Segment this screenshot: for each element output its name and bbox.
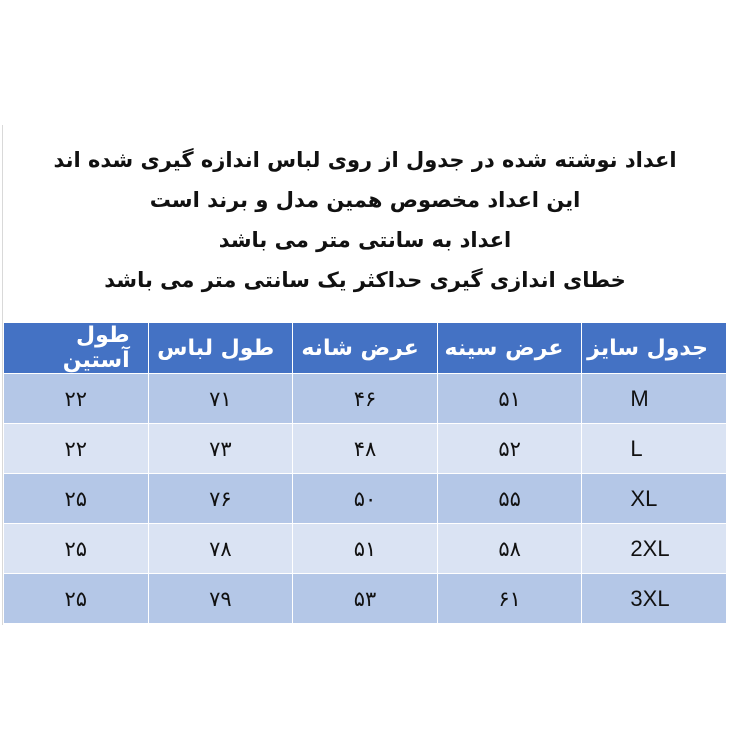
length-cell: ۷۱ (148, 374, 293, 424)
shoulder-cell: ۴۸ (293, 424, 438, 474)
size-chart-table (3, 322, 727, 624)
chest-cell: ۵۱ (437, 374, 582, 424)
shoulder-cell: ۵۱ (293, 524, 438, 574)
sleeve-cell: ۲۲ (4, 374, 149, 424)
size-cell: XL (582, 474, 727, 524)
note-line: این اعداد مخصوص همین مدل و برند است (149, 188, 581, 212)
sleeve-cell: ۲۵ (4, 574, 149, 624)
table-row (4, 524, 727, 574)
table-row (4, 374, 727, 424)
note-line: اعداد به سانتی متر می باشد (218, 228, 512, 252)
size-cell: 2XL (582, 524, 727, 574)
shoulder-cell: ۴۶ (293, 374, 438, 424)
shoulder-cell: ۵۰ (293, 474, 438, 524)
measurement-notes (0, 140, 730, 300)
header-size-chart: جدول سایز (582, 323, 727, 374)
table-row (4, 424, 727, 474)
shoulder-cell: ۵۳ (293, 574, 438, 624)
header-chest-width: عرض سینه (437, 323, 582, 374)
table-row (4, 574, 727, 624)
length-cell: ۷۶ (148, 474, 293, 524)
sleeve-cell: ۲۵ (4, 524, 149, 574)
size-cell: M (582, 374, 727, 424)
size-cell: 3XL (582, 574, 727, 624)
chest-cell: ۶۱ (437, 574, 582, 624)
length-cell: ۷۹ (148, 574, 293, 624)
note-line: خطای اندازی گیری حداکثر یک سانتی متر می باشد (104, 268, 626, 292)
size-cell: L (582, 424, 727, 474)
sleeve-cell: ۲۲ (4, 424, 149, 474)
note-line: اعداد نوشته شده در جدول از روی لباس اندازه گیری شده اند (53, 148, 677, 172)
length-cell: ۷۸ (148, 524, 293, 574)
chest-cell: ۵۵ (437, 474, 582, 524)
header-garment-length: طول لباس (148, 323, 293, 374)
chest-cell: ۵۸ (437, 524, 582, 574)
table-row (4, 474, 727, 524)
header-sleeve-length: طول آستین (4, 323, 149, 374)
table-header-row (4, 323, 727, 374)
sleeve-cell: ۲۵ (4, 474, 149, 524)
chest-cell: ۵۲ (437, 424, 582, 474)
header-shoulder-width: عرض شانه (293, 323, 438, 374)
length-cell: ۷۳ (148, 424, 293, 474)
